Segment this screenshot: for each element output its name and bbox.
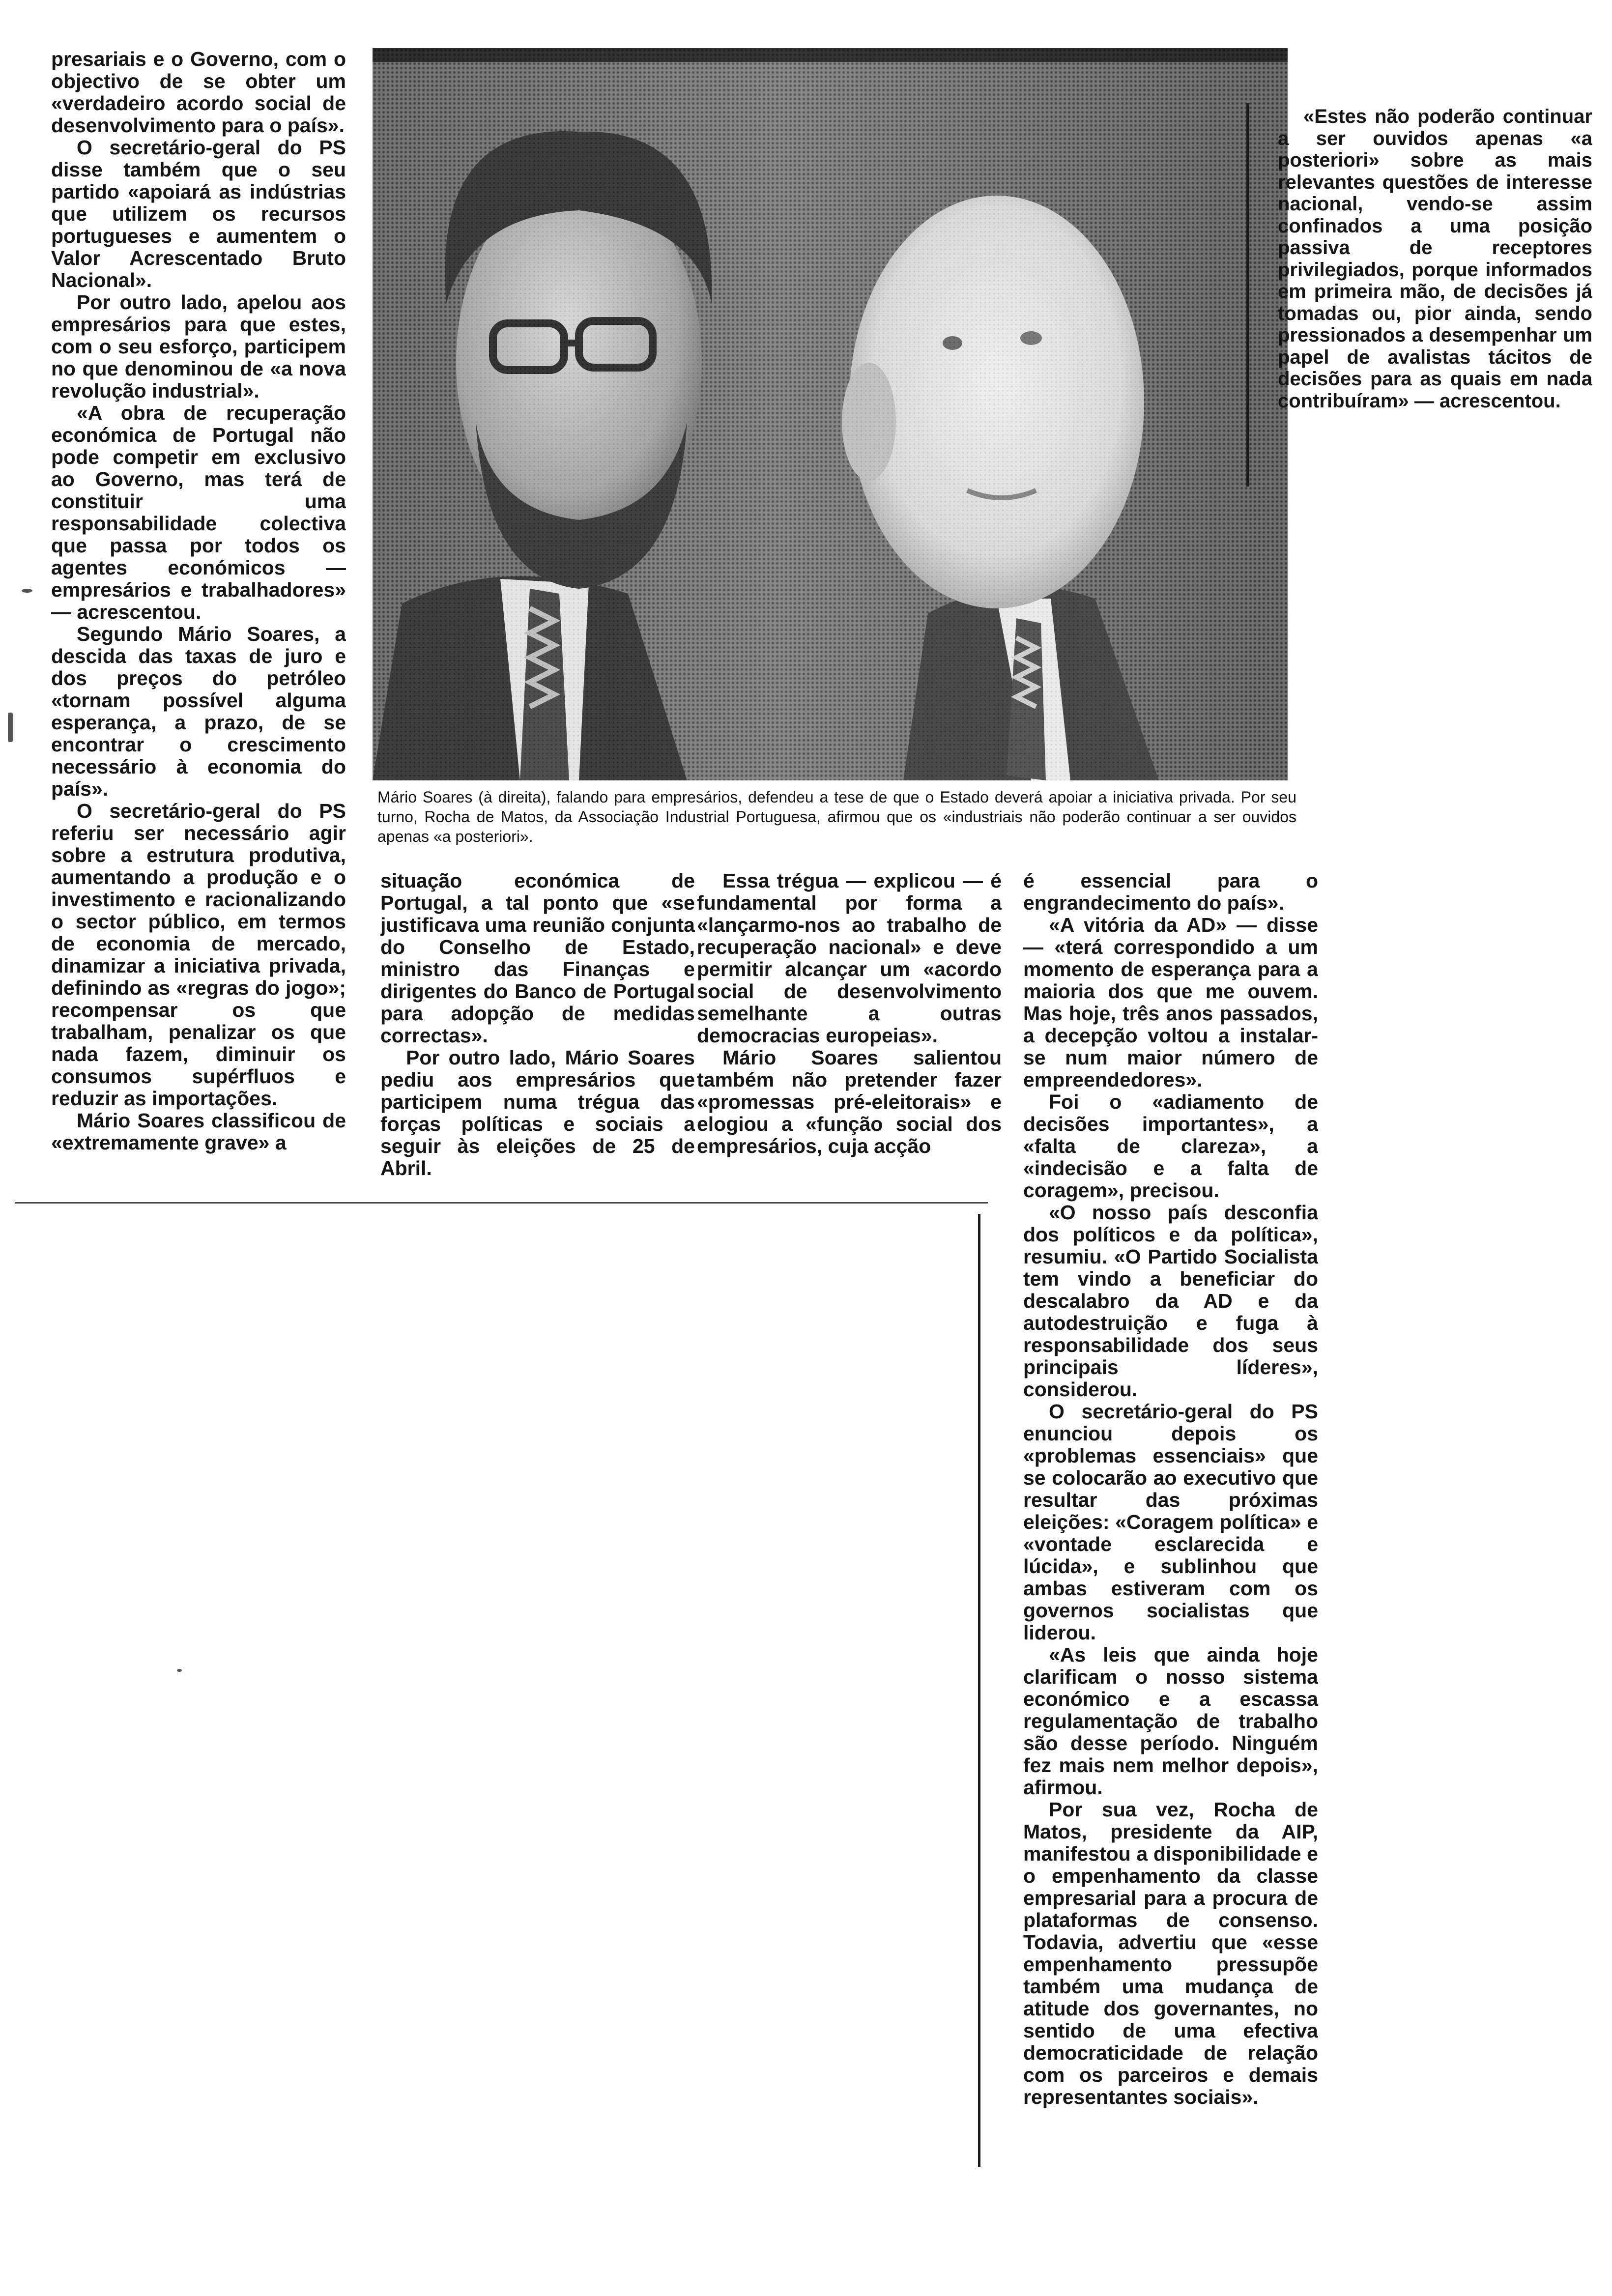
column-rule — [978, 1214, 980, 2167]
paragraph: Mário Soares salientou também não pretender fazer «promessas pré-eleitorais» e elogiou a «função social dos empresários, cuja acção — [697, 1046, 1002, 1157]
paragraph: «O nosso país desconfia dos políticos e da política», resumiu. «O Partido Socialista tem vindo a beneficiar do descalabro da AD e da autodestruição e fuga à responsabilidade dos seus principais líderes», considerou. — [1023, 1201, 1318, 1401]
column-mid-1 — [380, 870, 695, 1189]
photo-caption: Mário Soares (à direita), falando para empresários, defendeu a tese de que o Estado deverá apoiar a iniciativa privada. Por seu turno, Rocha de Matos, da Associação Industrial Portuguesa, afirmou que os «industriais não poderão continuar a ser ouvidos apenas «a posteriori». — [377, 788, 1296, 845]
column-left — [51, 48, 346, 1201]
paragraph: presariais e o Governo, com o objectivo de se obter um «verdadeiro acordo social de desenvolvimento para o país». — [51, 48, 346, 137]
section-rule — [15, 1202, 988, 1204]
paragraph: O secretário-geral do PS enunciou depois os «problemas essenciais» que se colocarão ao executivo que resultar das próximas eleições: «Coragem política» e «vontade esclarecida e lúcida», e sublinhou que ambas estiveram com os governos socialistas que liderou. — [1023, 1400, 1318, 1644]
pullquote — [1278, 106, 1592, 489]
news-photograph — [373, 48, 1288, 780]
pullquote-text: «Estes não poderão continuar a ser ouvidos apenas «a posteriori» sobre as mais relevantes questões de interesse nacional, vendo-se assim confinados a uma posição passiva de receptores privilegiados, porque informados em primeira mão, de decisões já tomadas ou, pior ainda, sendo pressionados a desempenhar um papel de avalistas tácitos de decisões para as quais em nada contribuíram» — acrescentou. — [1278, 106, 1592, 412]
column-right — [1023, 870, 1318, 2162]
paragraph: Por outro lado, apelou aos empresários para que estes, com o seu esforço, participem no que denominou de «a nova revolução industrial». — [51, 291, 346, 402]
paragraph: é essencial para o engrandecimento do país». — [1023, 870, 1318, 914]
paragraph: O secretário-geral do PS referiu ser necessário agir sobre a estrutura produtiva, aumentando a produção e o investimento e racionalizando o sector público, em termos de economia de mercado, dinamizar a iniciativa privada, definindo as «regras do jogo»; recompensar os que trabalham, penalizar os que nada fazem, diminuir os consumos supérfluos e reduzir as importações. — [51, 800, 346, 1110]
column-mid-2 — [697, 870, 1002, 1189]
paragraph: Segundo Mário Soares, a descida das taxas de juro e dos preços do petróleo «tornam possível alguma esperança, a prazo, de se encontrar o crescimento necessário à economia do país». — [51, 623, 346, 800]
scan-speck — [22, 589, 32, 593]
paragraph: O secretário-geral do PS disse também que o seu partido «apoiará as indústrias que utilizem os recursos portugueses e aumentem o Valor Acrescentado Bruto Nacional». — [51, 136, 346, 291]
paragraph: Mário Soares classificou de «extremamente grave» a — [51, 1109, 346, 1154]
scan-speck — [8, 713, 13, 742]
paragraph: Foi o «adiamento de decisões importantes», a «falta de clareza», a «indecisão e a falta de coragem», precisou. — [1023, 1091, 1318, 1202]
paragraph: «A vitória da AD» — disse — «terá correspondido a um momento de esperança para a maioria dos que me ouvem. Mas hoje, três anos passados, a decepção voltou a instalar-se num maior número de empreendedores». — [1023, 914, 1318, 1091]
scan-speck — [177, 1669, 182, 1672]
paragraph: Essa trégua — explicou — é fundamental por forma a «lançarmo-nos ao trabalho de recuperação nacional» e deve permitir alcançar um «acordo social de desenvolvimento semelhante a outras democracias europeias». — [697, 870, 1002, 1047]
paragraph: «As leis que ainda hoje clarificam o nosso sistema económico e a escassa regulamentação de trabalho são desse período. Ninguém fez mais nem melhor depois», afirmou. — [1023, 1643, 1318, 1799]
paragraph: Por outro lado, Mário Soares pediu aos empresários que participem numa trégua das forças políticas e sociais a seguir às eleições de 25 de Abril. — [380, 1046, 695, 1179]
paragraph: Por sua vez, Rocha de Matos, presidente da AIP, manifestou a disponibilidade e o empenhamento da classe empresarial para a procura de plataformas de consenso. Todavia, advertiu que «esse empenhamento pressupõe também uma mudança de atitude dos governantes, no sentido de uma efectiva democraticidade de relação com os parceiros e demais representantes sociais». — [1023, 1798, 1318, 2108]
paragraph: situação económica de Portugal, a tal ponto que «se justificava uma reunião conjunta do Conselho de Estado, ministro das Finanças e dirigentes do Banco de Portugal para adopção de medidas correctas». — [380, 870, 695, 1047]
photo-image — [373, 48, 1288, 780]
pullquote-rule — [1246, 103, 1249, 487]
paragraph: «A obra de recuperação económica de Portugal não pode competir em exclusivo ao Governo, mas terá de constituir uma responsabilidade colectiva que passa por todos os agentes económicos — empresários e trabalhadores» — acrescentou. — [51, 402, 346, 623]
